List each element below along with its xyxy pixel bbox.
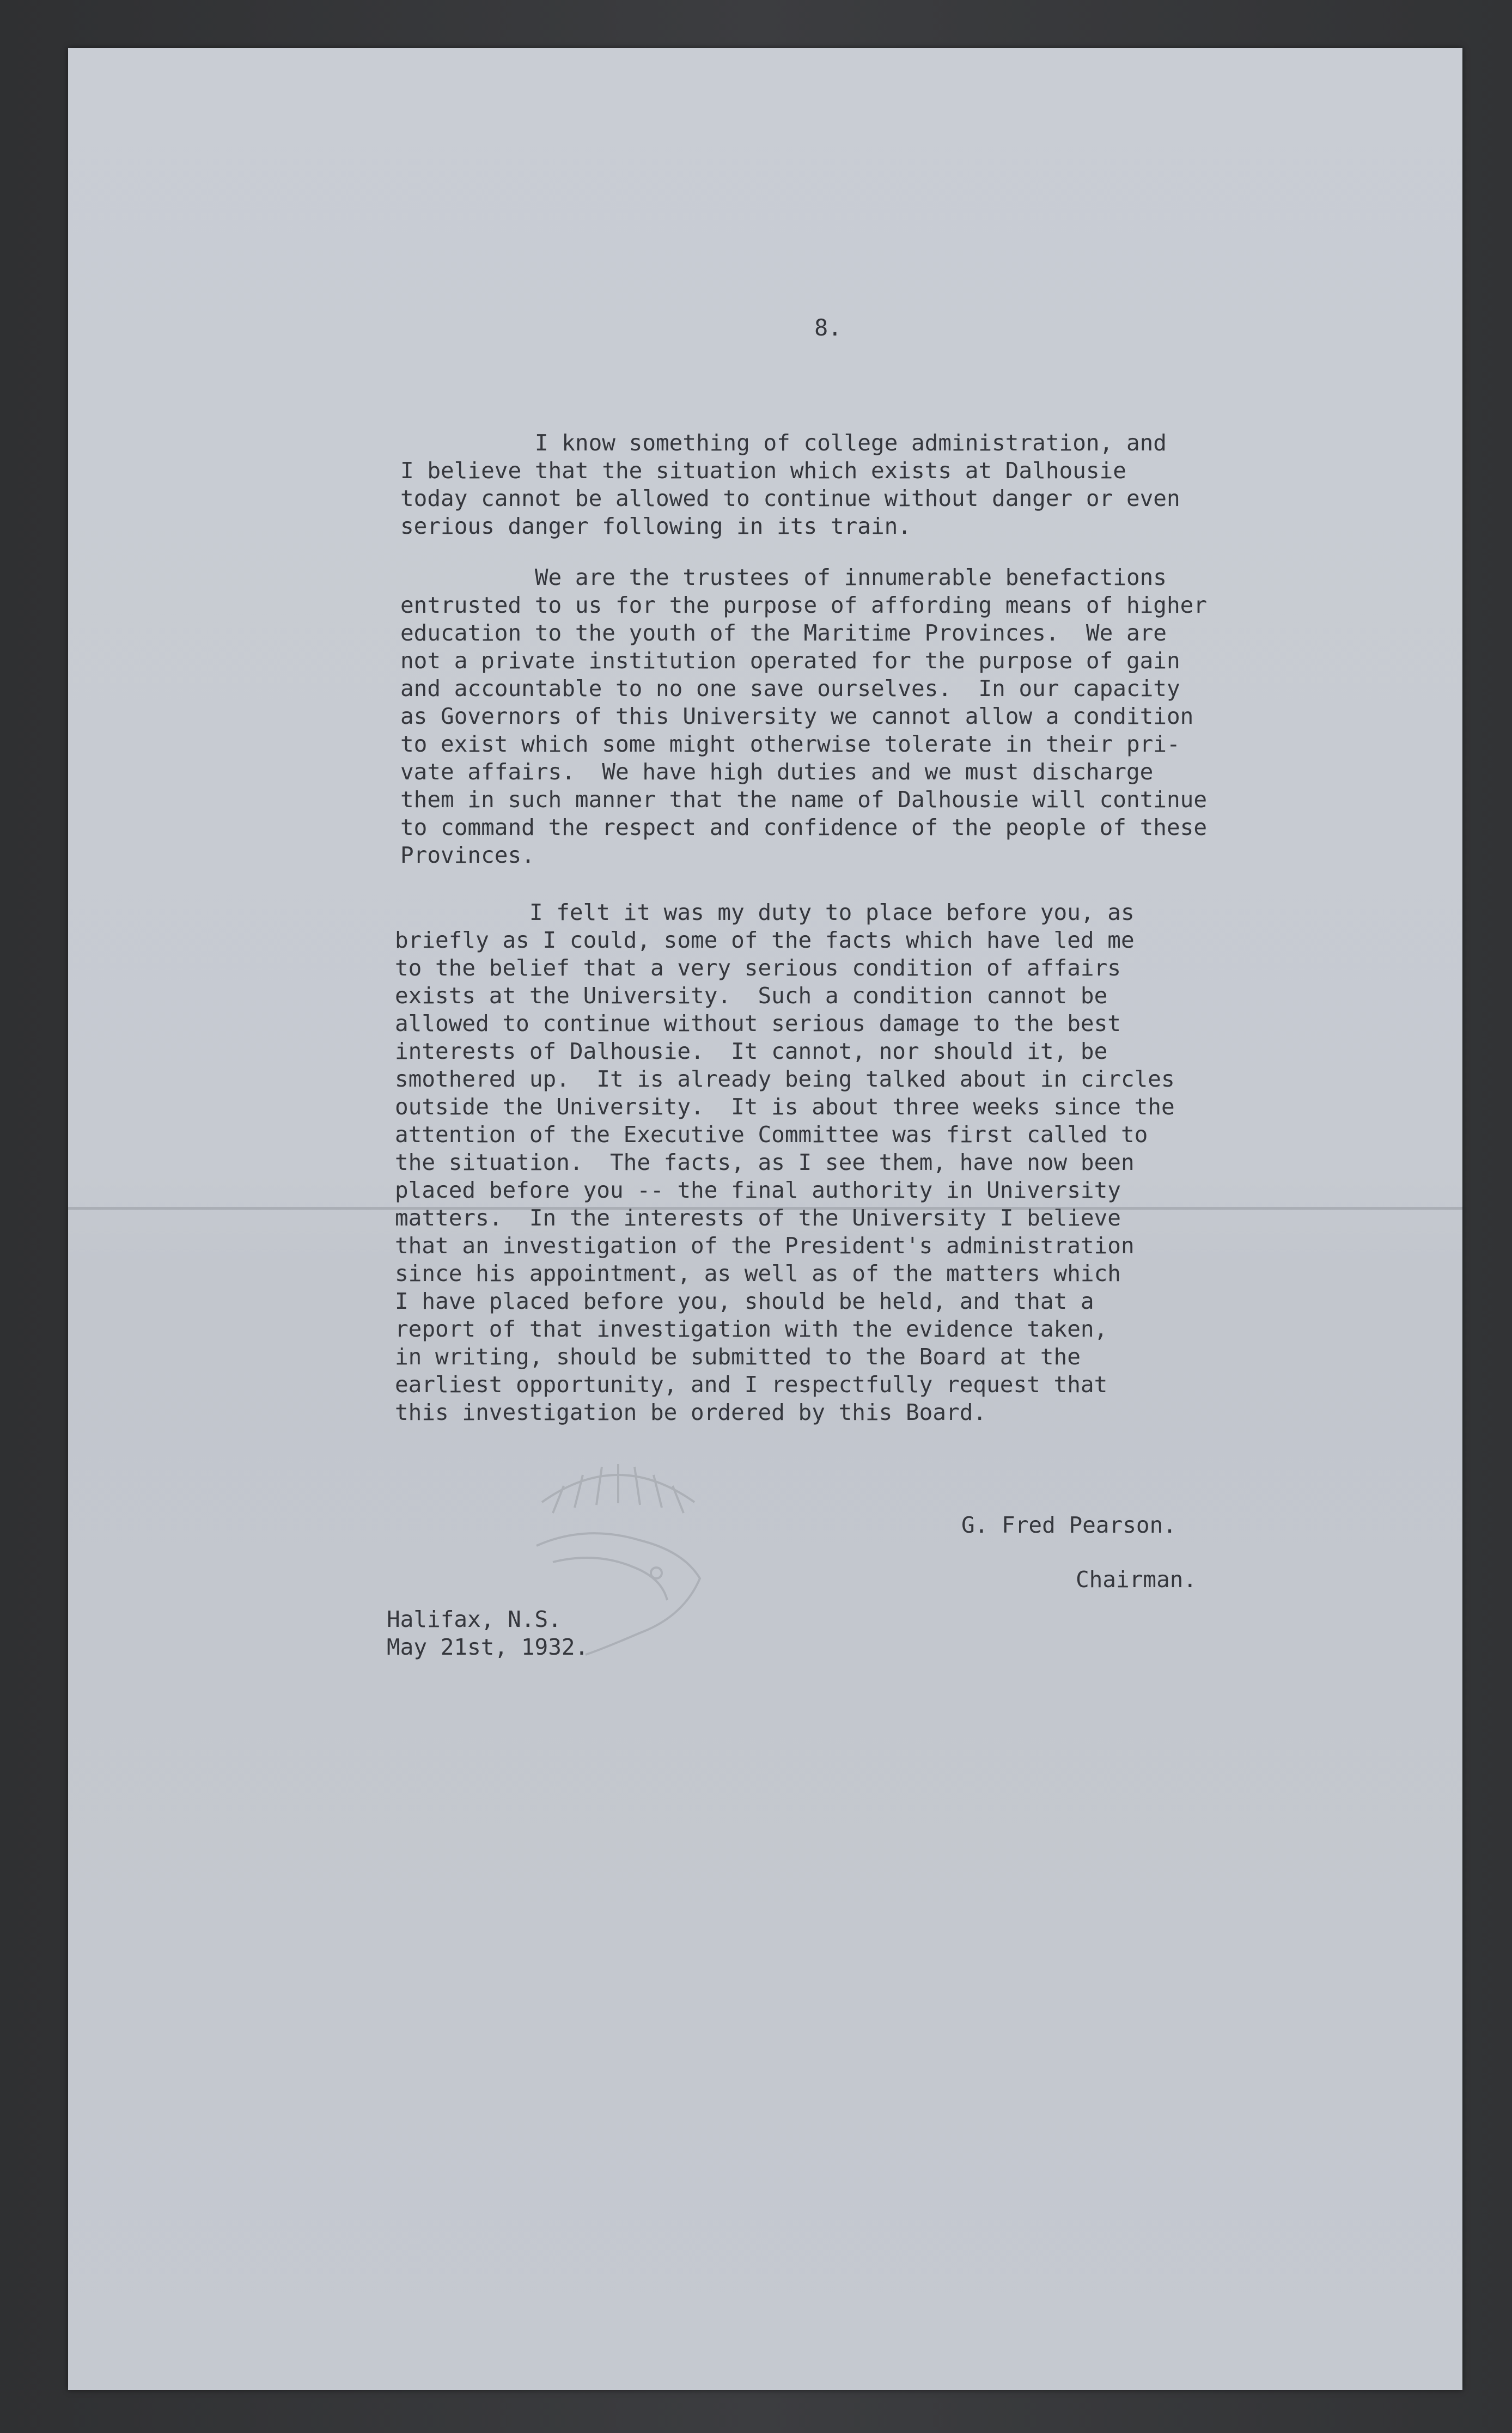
letter-page — [68, 48, 1462, 2390]
paragraph-investigation-request: I felt it was my duty to place before you, as briefly as I could, some of the facts which have led me to the belief that a very serious condition of affairs exists at the University. Such a condition cannot be allowed to continue without serious damage to the best interests of Dalhousie. It cannot, nor should it, be smothered up. It is already being talked about in circles outside the University. It is about three weeks since the attention of the Executive Committee was first called to the situation. The facts, as I see them, have now been placed before you -- the final authority in University matters. In the interests of the University I believe that an investigation of the President's administration since his appointment, as well as of the matters which I have placed before you, should be held, and that a report of that investigation with the evidence taken, in writing, should be submitted to the Board at the earliest opportunity, and I respectfully request that this investigation be ordered by this Board. — [395, 899, 1175, 1425]
paragraph-trustees: We are the trustees of innumerable benefactions entrusted to us for the purpose of affording means of higher education to the youth of the Maritime Provinces. We are not a private institution operated for the purpose of gain and accountable to no one save ourselves. In our capacity as Governors of this University we cannot allow a condition to exist which some might otherwise tolerate in their pri- vate affairs. We have high duties and we must discharge them in such manner that the name of Dalhousie will continue to command the respect and confidence of the people of these Provinces. — [400, 564, 1208, 868]
signature-title: Chairman. — [1076, 1566, 1197, 1593]
page-number: 8. — [814, 314, 842, 341]
signature-name: G. Fred Pearson. — [961, 1512, 1176, 1538]
place-and-date: Halifax, N.S. May 21st, 1932. — [387, 1606, 589, 1660]
paragraph-administration: I know something of college administration, and I believe that the situation which exists at Dalhousie today cannot be allowed to continue without danger or even serious danger following in its train. — [400, 430, 1180, 539]
